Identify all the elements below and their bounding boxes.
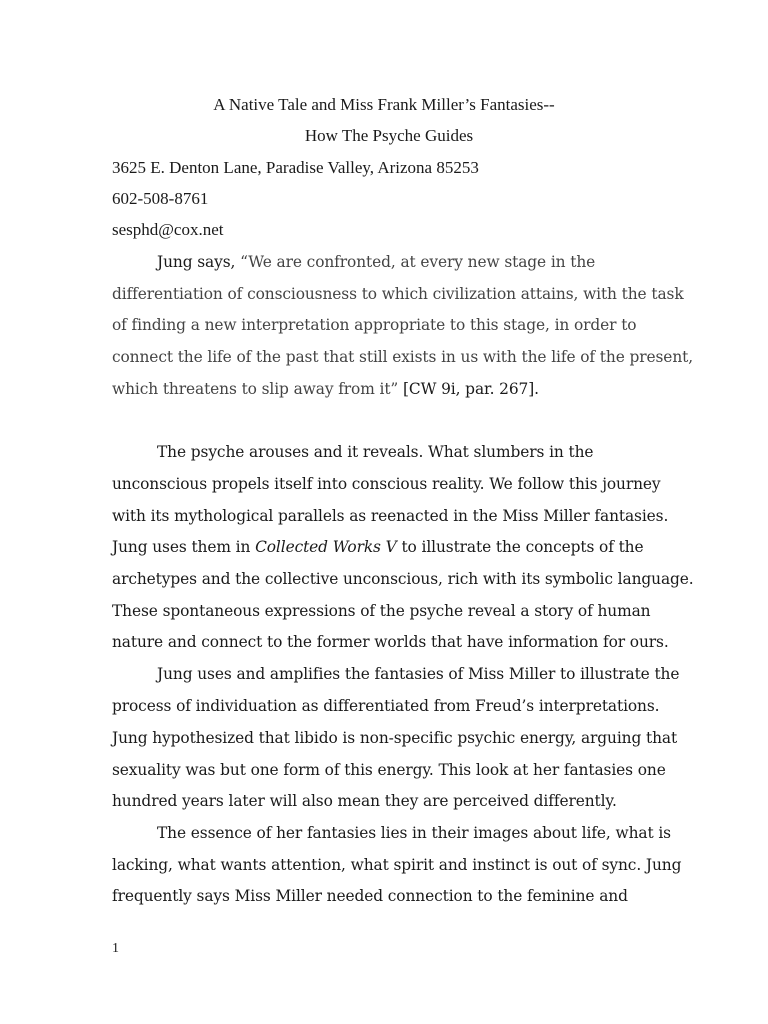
- quote-line-5: [112, 379, 539, 399]
- quote-end: which threatens to slip away from it”: [112, 380, 399, 398]
- quote-line-1: [157, 252, 595, 272]
- p4-line-3: frequently says Miss Miller needed connection to the feminine and: [112, 887, 628, 905]
- p2-line-1: The psyche arouses and it reveals. What slumbers in the: [157, 443, 594, 461]
- quote-lead: Jung says,: [157, 253, 241, 271]
- title-line-2: How The Psyche Guides: [304, 126, 474, 145]
- p2-line-3: with its mythological parallels as reenacted in the Miss Miller fantasies.: [112, 507, 669, 525]
- quote-citation: [CW 9i, par. 267].: [398, 380, 539, 398]
- contact-address: 3625 E. Denton Lane, Paradise Valley, Arizona 85253: [112, 158, 479, 177]
- contact-phone: 602-508-8761: [112, 189, 209, 208]
- p2-line-7: nature and connect to the former worlds that have information for ours.: [112, 633, 669, 651]
- p3-line-1: Jung uses and amplifies the fantasies of Miss Miller to illustrate the: [157, 665, 680, 683]
- quote-line-4: connect the life of the past that still exists in us with the life of the present,: [112, 348, 694, 366]
- contact-email: sesphd@cox.net: [112, 220, 224, 239]
- p2-line-6: These spontaneous expressions of the psyche reveal a story of human: [112, 602, 651, 620]
- title-line-1: A Native Tale and Miss Frank Miller’s Fantasies--: [213, 95, 555, 114]
- p2-line-4-pre: Jung uses them in: [112, 538, 256, 556]
- quote-line-2: differentiation of consciousness to which civilization attains, with the task: [112, 285, 684, 303]
- p4-line-1: The essence of her fantasies lies in their images about life, what is: [157, 824, 671, 842]
- p3-line-3: Jung hypothesized that libido is non-specific psychic energy, arguing that: [112, 729, 678, 747]
- p2-line-2: unconscious propels itself into conscious reality. We follow this journey: [112, 475, 661, 493]
- book-title: Collected Works V: [255, 538, 397, 556]
- quote-line-3: of finding a new interpretation appropriate to this stage, in order to: [112, 316, 637, 334]
- p2-line-4: [112, 537, 644, 557]
- p3-line-4: sexuality was but one form of this energy. This look at her fantasies one: [112, 761, 666, 779]
- p3-line-2: process of individuation as differentiated from Freud’s interpretations.: [112, 697, 660, 715]
- p4-line-2: lacking, what wants attention, what spirit and instinct is out of sync. Jung: [112, 856, 682, 874]
- p3-line-5: hundred years later will also mean they are perceived differently.: [112, 792, 617, 810]
- page-number: 1: [112, 941, 119, 956]
- p2-line-5: archetypes and the collective unconscious, rich with its symbolic language.: [112, 570, 694, 588]
- p2-line-4-post: to illustrate the concepts of the: [396, 538, 644, 556]
- quote-text: “We are confronted, at every new stage in the: [240, 253, 596, 271]
